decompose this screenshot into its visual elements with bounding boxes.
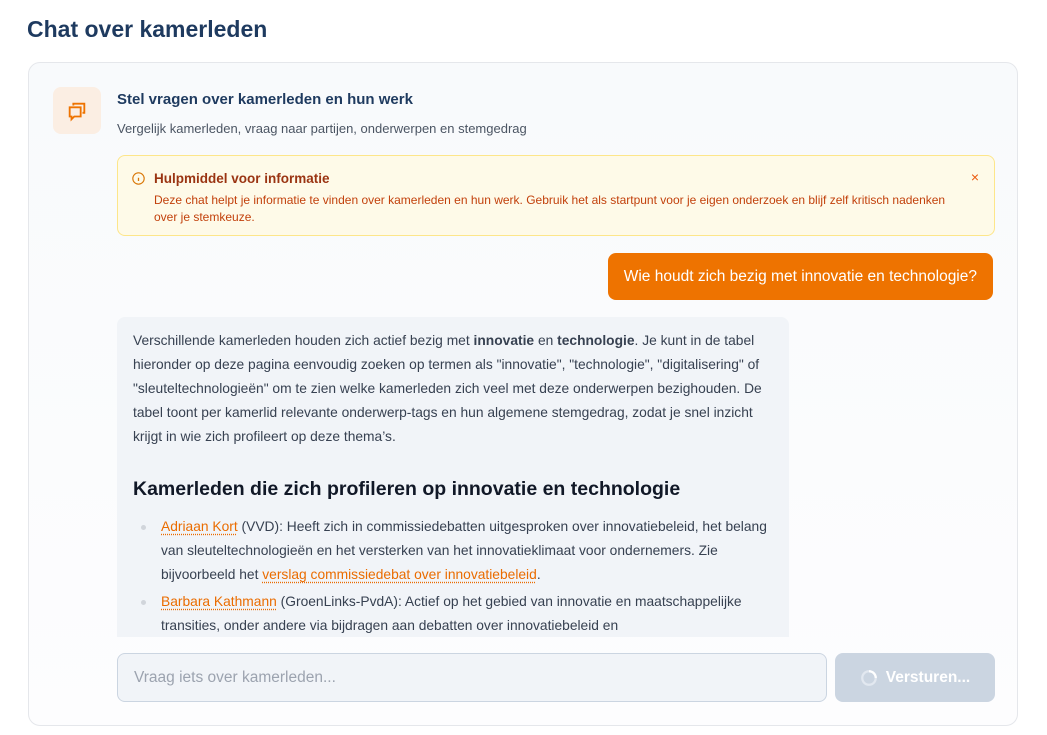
member-list [133, 515, 773, 637]
info-icon [132, 172, 145, 185]
text: (GroenLinks-PvdA): Actief op het gebied van innovatie en maatschappelijke transities, onder andere via bijdragen aan debatten over innovatiebeleid en [161, 594, 742, 633]
chat-card [28, 62, 1018, 726]
chat-subtitle: Vergelijk kamerleden, vraag naar partijen, onderwerpen en stemgedrag [117, 121, 527, 136]
alert-body: Deze chat helpt je informatie te vinden over kamerleden en hun werk. Gebruik het als startpunt voor je eigen onderzoek en blijf zelf kritisch nadenken over je stemkeuze. [154, 193, 946, 224]
alert-title: Hulpmiddel voor informatie [154, 171, 330, 186]
spinner-icon [860, 669, 878, 687]
source-link[interactable]: verslag commissiedebat over innovatiebeleid [262, 567, 537, 582]
page-title: Chat over kamerleden [27, 16, 268, 42]
text: . Je kunt in de tabel hieronder op deze pagina eenvoudig zoeken op termen als "innovatie", "technologie", "digitalisering" of "sleuteltechnologieën" om te zien welke kamerleden zich veel met deze onderwerpen bezighouden. De tabel toont per kamerlid relevante onderwerp-tags en hun algemene stemgedrag, zodat je snel inzicht krijgt in wie zich profileert op deze thema’s. [133, 333, 762, 444]
send-label: Versturen... [885, 668, 971, 686]
close-alert-button[interactable]: × [970, 169, 979, 185]
bold-text: technologie [557, 333, 635, 348]
send-button[interactable] [835, 653, 995, 702]
user-message: Wie houdt zich bezig met innovatie en technologie? [608, 253, 993, 300]
member-link[interactable]: Barbara Kathmann [161, 594, 277, 609]
text: . [536, 567, 541, 582]
member-link[interactable]: Adriaan Kort [161, 519, 238, 534]
chat-bubbles-icon [53, 87, 101, 134]
text: en [534, 333, 558, 348]
list-item [133, 515, 773, 587]
bold-text: innovatie [473, 333, 535, 348]
list-item [133, 590, 773, 637]
chat-title: Stel vragen over kamerleden en hun werk [117, 91, 413, 108]
question-input[interactable]: Vraag iets over kamerleden... [117, 653, 827, 702]
text: Verschillende kamerleden houden zich actief bezig met [133, 333, 474, 348]
assistant-message [117, 317, 789, 637]
assistant-paragraph [133, 329, 773, 449]
text: (VVD): Heeft zich in commissiedebatten uitgesproken over innovatiebeleid, het belang van sleuteltechnologieën en het versterken van het innovatieklimaat voor ondernemers. Zie bijvoorbeeld het [161, 519, 767, 582]
info-alert [117, 155, 995, 236]
assistant-heading: Kamerleden die zich profileren op innovatie en technologie [133, 478, 681, 500]
